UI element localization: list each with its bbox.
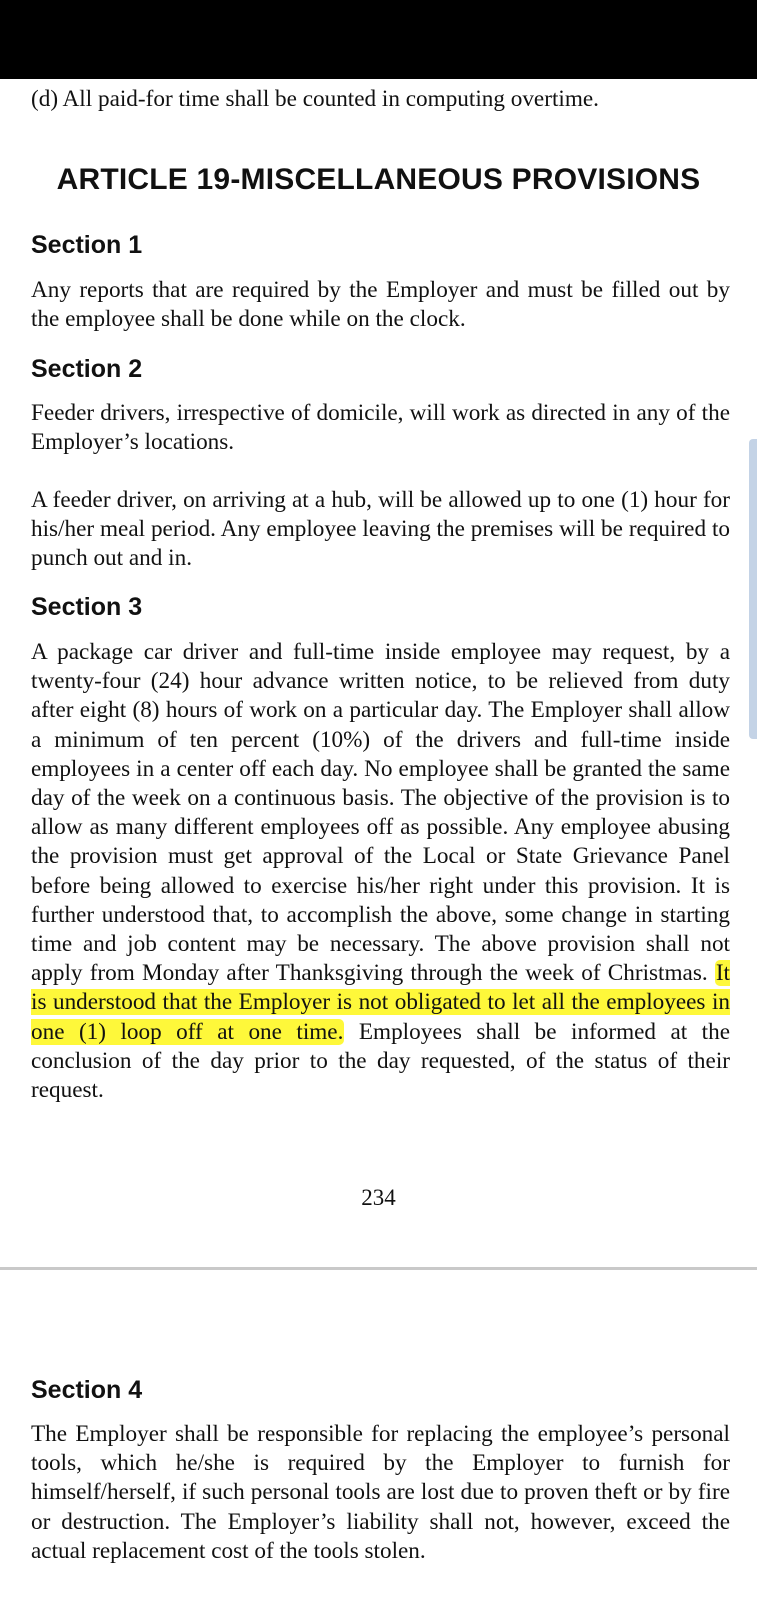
section-3-text-before: A package car driver and full-time inside employee may request, by a twenty-four (24) hour advance written notice, to be relieved from duty after eight (8) hours of work on a particular day. The Employer shall allow a minimum of ten percent (10%) of the drivers and full-time inside employees in a center off each day. No employee shall be granted the same day of the week on a continuous basis. The objective of the provision is to allow as many different employees off as possible. Any employee abusing the provision must get approval of the Local or State Grievance Panel before being allowed to exercise his/her right under this provision. It is further understood that, to accomplish the above, some change in starting time and job content may be necessary. The above provision shall not apply from Monday after Thanksgiving through the week of Christmas.	[31, 639, 730, 987]
section-1-paragraph: Any reports that are required by the Employer and must be filled out by the employee shall be done while on the clock.	[31, 277, 730, 333]
page-number: 234	[361, 1185, 396, 1210]
article-title: ARTICLE 19-MISCELLANEOUS PROVISIONS	[56, 163, 701, 196]
scroll-handle[interactable]	[749, 439, 757, 739]
section-2-paragraph-1: Feeder drivers, irrespective of domicile, will work as directed in any of the Employer’s locations.	[31, 400, 730, 456]
section-4-title: Section 4	[31, 1376, 143, 1404]
intro-line: (d) All paid-for time shall be counted in computing overtime.	[31, 86, 599, 112]
highlighted-text[interactable]: It is understood that the Employer is not obligated to let all the employees in one (1) loop off at one time.	[31, 960, 730, 1045]
top-status-bar	[0, 0, 757, 79]
page-divider	[0, 1267, 757, 1270]
section-2-paragraph-2: A feeder driver, on arriving at a hub, will be allowed up to one (1) hour for his/her meal period. Any employee leaving the premises will be required to punch out and in.	[31, 487, 730, 572]
section-3-title: Section 3	[31, 593, 143, 621]
document-page[interactable]	[0, 79, 757, 1600]
section-1-title: Section 1	[31, 231, 143, 259]
section-2-title: Section 2	[31, 355, 143, 383]
section-3-text-after: Employees shall be informed at the conclusion of the day prior to the day requested, of the status of their request.	[31, 1018, 730, 1104]
section-4-paragraph: The Employer shall be responsible for replacing the employee’s personal tools, which he/she is required by the Employer to furnish for himself/herself, if such personal tools are lost due to proven theft or by fire or destruction. The Employer’s liability shall not, however, exceed the actual replacement cost of the tools stolen.	[31, 1421, 730, 1564]
section-3-paragraph	[31, 638, 730, 1105]
